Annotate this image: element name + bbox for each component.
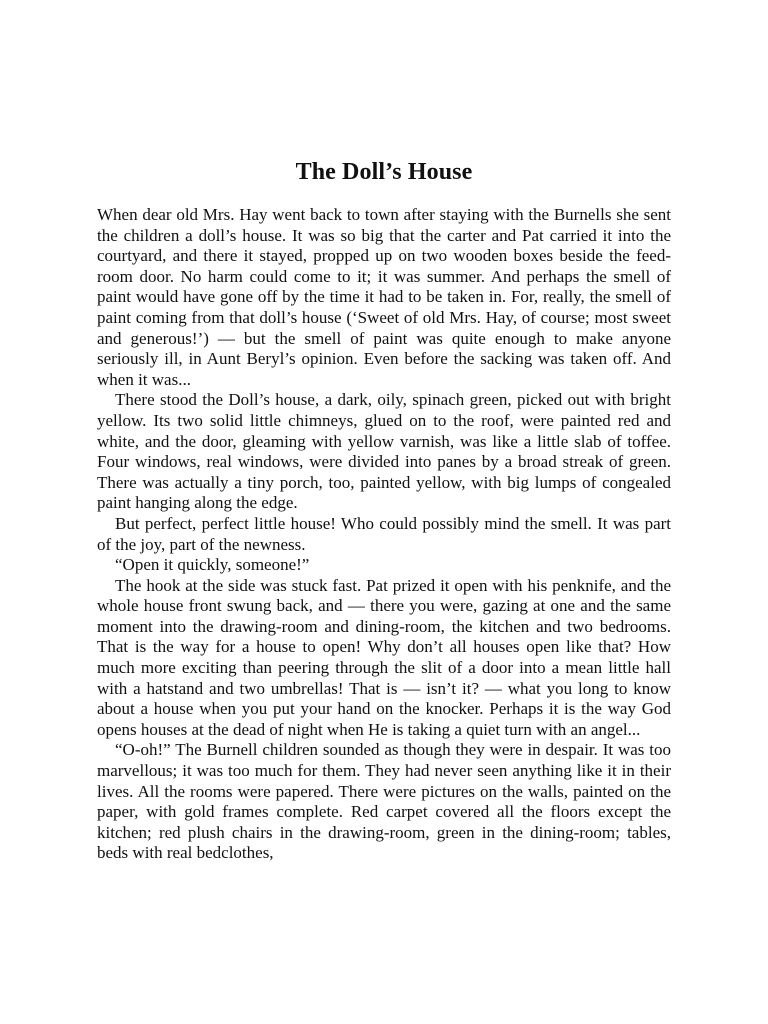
paragraph: But perfect, perfect little house! Who could possibly mind the smell. It was part of the joy, part of the newness. (97, 513, 671, 554)
paragraph: There stood the Doll’s house, a dark, oily, spinach green, picked out with bright yellow. Its two solid little chimneys, glued on to the roof, were painted red and white, and the door, gleaming with yellow varnish, was like a little slab of toffee. Four windows, real windows, were divided into panes by a broad streak of green. There was actually a tiny porch, too, painted yellow, with big lumps of congealed paint hanging along the edge. (97, 390, 671, 513)
paragraph: The hook at the side was stuck fast. Pat prized it open with his penknife, and the whole house front swung back, and — there you were, gazing at one and the same moment into the drawing-room and dining-room, the kitchen and two bedrooms. That is the way for a house to open! Why don’t all houses open like that? How much more exciting than peering through the slit of a door into a mean little hall with a hatstand and two umbrellas! That is — isn’t it? — what you long to know about a house when you put your hand on the knocker. Perhaps it is the way God opens houses at the dead of night when He is taking a quiet turn with an angel... (97, 575, 671, 739)
document-page (97, 155, 671, 864)
paragraph: “O-oh!” The Burnell children sounded as though they were in despair. It was too marvellous; it was too much for them. They had never seen anything like it in their lives. All the rooms were papered. There were pictures on the walls, painted on the paper, with gold frames complete. Red carpet covered all the floors except the kitchen; red plush chairs in the drawing-room, green in the dining-room; tables, beds with real bedclothes, (97, 740, 671, 863)
paragraph: When dear old Mrs. Hay went back to town after staying with the Burnells she sent the children a doll’s house. It was so big that the carter and Pat carried it into the courtyard, and there it stayed, propped up on two wooden boxes beside the feed-room door. No harm could come to it; it was summer. And perhaps the smell of paint would have gone off by the time it had to be taken in. For, really, the smell of paint coming from that doll’s house (‘Sweet of old Mrs. Hay, of course; most sweet and generous!’) — but the smell of paint was quite enough to make anyone seriously ill, in Aunt Beryl’s opinion. Even before the sacking was taken off. And when it was... (97, 205, 671, 389)
page-title: The Doll’s House (295, 159, 473, 185)
paragraph: “Open it quickly, someone!” (115, 555, 310, 575)
